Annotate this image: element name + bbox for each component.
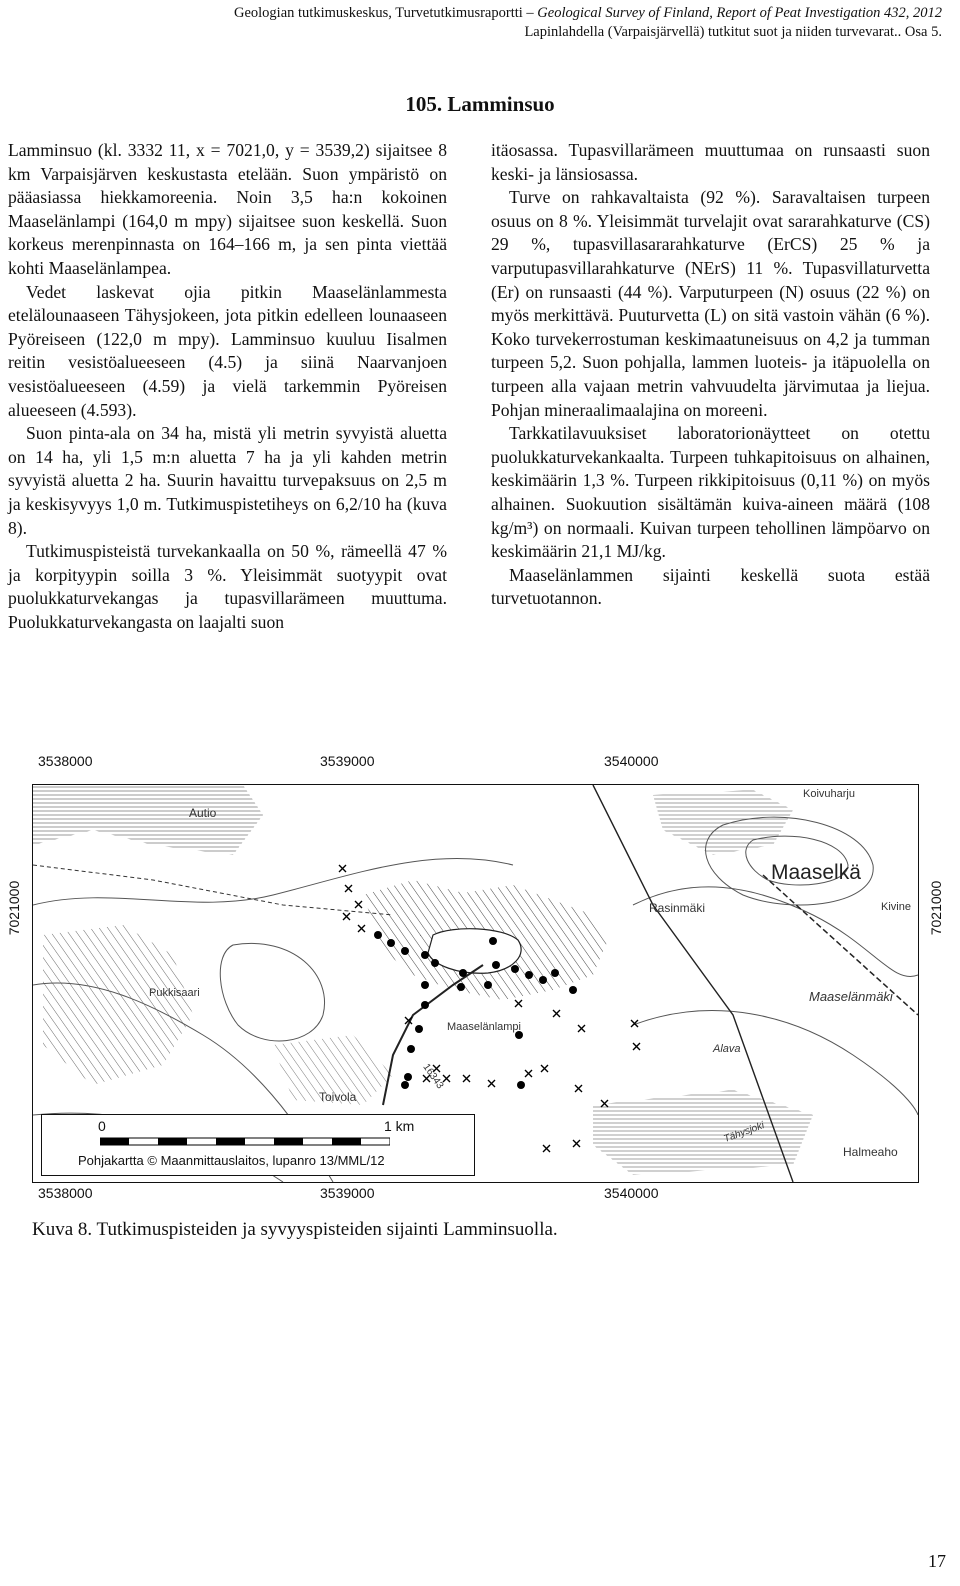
- coord-top-right: 3540000: [604, 753, 659, 769]
- coord-bottom-right: 3540000: [604, 1185, 659, 1201]
- paragraph: Tutkimuspisteistä turvekankaalla on 50 %, rämeellä 47 % ja korpityypin soilla 3 %. Yleisimmät suotyypit ovat puolukkaturvekangas ja tupasvillarämeen muuttuma. Puolukkaturvekangasta on laajalti suon: [8, 541, 447, 632]
- coord-top-left: 3538000: [38, 753, 93, 769]
- header-line-1: [234, 4, 942, 23]
- paragraph: Turve on rahkavaltaista (92 %). Saravaltaisen turpeen osuus on 8 %. Yleisimmät turvelajit ovat sararahkaturve (CS) 29 %, tupasvillasararahkaturve (ErCS) 25 % ja varputupasvillarahkaturve (NErS) 11 %. Tupasvillaturvetta (Er) on runsaasti (44 %). Varputurpeen (N) osuus (22 %) on myös merkittävä. Puuturvetta (L) on sitä vastoin vähän (6 %). Koko turvekerrostuman keskimaatuneisuus on 4,2 ja tumman turpeen 5,2. Suon pohjalla, lammen luoteis- ja itäpuolella on turpeen alla vajaan metrin vahvuudelta järvimutaa ja liejua. Pohjan mineraalimaalajina on moreeni.: [491, 187, 930, 420]
- road-number: 16343: [420, 1061, 446, 1092]
- header-line-2: Lapinlahdella (Varpaisjärvellä) tutkitut suot ja niiden turvevarat.. Osa 5.: [524, 24, 942, 40]
- place-tahysjoki: Tähysjoki: [722, 1120, 766, 1145]
- map-figure: [0, 748, 960, 1208]
- place-toivola: Toivola: [319, 1090, 357, 1104]
- paragraph: Maaselänlammen sijainti keskellä suota estää turvetuotannon.: [491, 564, 930, 609]
- header-series: Geological Survey of Finland, Report of Peat Investigation 432, 2012: [537, 5, 942, 21]
- place-halmeaho: Halmeaho: [843, 1145, 898, 1159]
- place-maaselka: Maaselkä: [771, 861, 861, 884]
- paragraph: Suon pinta-ala on 34 ha, mistä yli metrin syvyistä aluetta on 14 ha, yli 1,5 m:n aluetta 7 ha ja yli kahden metrin syvyistä aluetta 2 ha. Suurin havaittu turvepaksuus on 2,5 m ja keskisyvyys 1,0 m. Tutkimuspistetiheys on 6,2/10 ha (kuva 8).: [8, 423, 447, 538]
- page-number: 17: [928, 1551, 946, 1571]
- place-rasinmaki: Rasinmäki: [649, 901, 706, 915]
- coord-bottom-middle: 3539000: [320, 1185, 375, 1201]
- place-autio: Autio: [189, 806, 217, 820]
- map-area: [32, 784, 919, 1183]
- coord-left-side: 7021000: [6, 880, 22, 936]
- place-pukkisaari: Pukkisaari: [149, 987, 200, 999]
- place-kivine: Kivine: [881, 901, 911, 913]
- paragraph: Lamminsuo (kl. 3332 11, x = 7021,0, y = 3539,2) sijaitsee 8 km Varpaisjärven keskustasta etelään. Suon ympäristö on pääasiassa hiekkamoreenia. Noin 3,5 ha:n kokoinen Maaselänlampi (164,0 m mpy) sijaitsee suon keskellä. Suon korkeus merenpinnasta on 164–166 m, ja sen pinta viettää kohti Maaselänlampea.: [8, 140, 447, 278]
- scale-km-label: 1 km: [384, 1118, 415, 1134]
- right-column: [491, 139, 930, 611]
- header-publisher: Geologian tutkimuskeskus, Turvetutkimusraportti –: [233, 5, 538, 21]
- coord-top-middle: 3539000: [320, 753, 375, 769]
- scale-box: [41, 1114, 475, 1176]
- coord-right-side: 7021000: [928, 880, 944, 936]
- paragraph: Tarkkatilavuuksiset laboratorionäytteet on otettu puolukkaturvekankaalta. Turpeen tuhkapitoisuus on alhainen, keskimäärin 1,3 %. Turpeen rikkipitoisuus (0,11 %) on myös alhainen. Suokuution sisältämän kuiva-aineen määrä (108 kg/m³) on normaali. Kuivan turpeen tehollinen lämpöarvo on keskimäärin 21,1 MJ/kg.: [491, 423, 930, 562]
- place-maaselanlampi: Maaselänlampi: [447, 1021, 521, 1033]
- paragraph: Vedet laskevat ojia pitkin Maaselänlammesta etelälounaaseen Tähysjokeen, jota pitkin edelleen lounaaseen Pyöreiseen (122,0 m mpy). Lamminsuo kuuluu Iisalmen reitin vesistöalueeseen (4.5) ja siinä Naarvanjoen vesistöalueeseen (4.59) ja vielä tarkemmin Pyöreisen alueeseen (4.593).: [8, 281, 447, 420]
- scale-zero-label: 0: [98, 1118, 106, 1134]
- running-header: [234, 4, 942, 42]
- place-koivuharju: Koivuharju: [803, 788, 855, 800]
- scale-bar: [100, 1137, 390, 1147]
- place-maaselanmaki: Maaselänmäki: [809, 989, 893, 1004]
- left-column: [8, 139, 447, 634]
- figure-caption: Kuva 8. Tutkimuspisteiden ja syvyyspisteiden sijainti Lamminsuolla.: [32, 1219, 558, 1240]
- place-alava: Alava: [713, 1043, 741, 1055]
- coord-bottom-left: 3538000: [38, 1185, 93, 1201]
- section-title: 105. Lamminsuo: [405, 92, 555, 116]
- map-credit: Pohjakartta © Maanmittauslaitos, lupanro 13/MML/12: [78, 1153, 385, 1168]
- paragraph: itäosassa. Tupasvillarämeen muuttumaa on runsaasti suon keski- ja länsiosassa.: [491, 140, 930, 184]
